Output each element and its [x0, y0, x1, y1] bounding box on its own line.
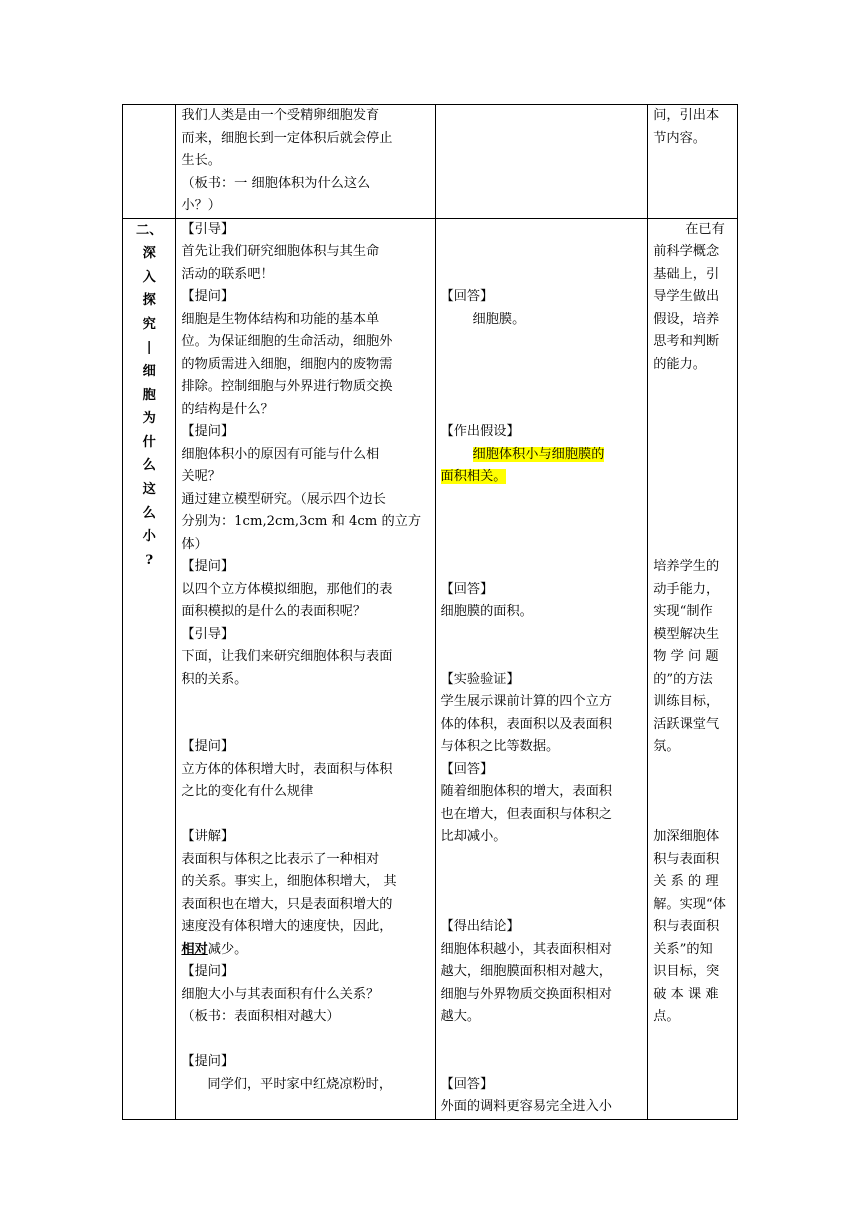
text-line: 体） [181, 536, 208, 552]
section-tag: 【回答】 [440, 761, 494, 777]
text-line: 细胞大小与其表面积有什么关系？ [181, 986, 380, 1002]
text-line: 比却减小。 [440, 829, 507, 844]
text-line: 训练目标， [653, 694, 720, 709]
section-tag: 【提问】 [181, 964, 235, 979]
text-line: 外面的调料更容易完全进入小 [440, 1099, 612, 1114]
board-note: 小？） [181, 198, 221, 213]
text-line: 节内容。 [653, 130, 706, 146]
text-line: 动手能力， [653, 581, 720, 597]
section-tag: 【实验验证】 [440, 671, 520, 687]
text-line: 解。实现“体 [653, 896, 726, 912]
text-line: 随着细胞体积的增大，表面积 [440, 784, 612, 799]
section-tag: 【提问】 [181, 289, 235, 304]
text-line: 关 系 的 理 [653, 874, 719, 889]
text-line: 面积模拟的是什么的表面积呢？ [181, 604, 367, 619]
text-line: 培养学生的 [653, 559, 720, 574]
text-line: 活动的联系吧！ [181, 266, 274, 282]
hypothesis-text: 细胞体积小与细胞膜的 [472, 446, 605, 462]
text-line: 细胞体积小的原因有可能与什么相 [181, 446, 380, 462]
text-line: 破 本 课 难 [653, 986, 719, 1002]
student-activity-cell [435, 105, 648, 219]
section-tag: 【提问】 [181, 1054, 235, 1069]
text-line: 与体积之比等数据。 [440, 739, 560, 754]
text-line: 积的关系。 [181, 671, 248, 687]
text-line: 细胞膜。 [472, 311, 526, 327]
section-tag: 【回答】 [440, 581, 494, 597]
stage-cell [123, 218, 176, 1119]
text-line: 排除。控制细胞与外界进行物质交换 [181, 379, 393, 394]
board-note: （板书：表面积相对越大） [181, 1009, 340, 1024]
text-line: 积与表面积 [653, 851, 720, 867]
text-line: 问，引出本 [653, 108, 720, 123]
student-activity-cell [435, 218, 648, 1119]
section-tag: 【提问】 [181, 424, 235, 439]
text-line: 的结构是什么？ [181, 401, 274, 417]
section-tag: 【回答】 [440, 289, 494, 304]
text-line: 加深细胞体 [653, 829, 720, 844]
text-line: 生长。 [181, 153, 221, 168]
section-tag: 【引导】 [181, 626, 235, 642]
section-tag: 【讲解】 [181, 829, 235, 844]
text-line: 细胞体积越小，其表面积相对 [440, 941, 612, 957]
section-tag: 【回答】 [440, 1076, 494, 1092]
text-line: 通过建立模型研究。（展示四个边长 [181, 491, 386, 507]
text-line: 关呢？ [181, 469, 221, 484]
text-line: 氛。 [653, 739, 680, 754]
text-line: 我们人类是由一个受精卵细胞发育 [181, 108, 380, 123]
text-line: 实现“制作 [653, 604, 713, 619]
text-line: 之比的变化有什么规律 [181, 784, 314, 799]
text-line: 的关系。事实上，细胞体积增大， 其 [181, 874, 397, 889]
emphasis-text: 相对 [181, 941, 208, 957]
text-line: 而来，细胞长到一定体积后就会停止 [181, 130, 393, 146]
text-line: 分别为：1cm,2cm,3cm 和 4cm 的立方 [181, 514, 422, 529]
text-line: 的”的方法 [653, 671, 713, 687]
text-line: 细胞膜的面积。 [440, 604, 533, 619]
text-line: 活跃课堂气 [653, 716, 720, 732]
text-line: 导学生做出 [653, 289, 720, 304]
text-line: 基础上，引 [653, 266, 720, 282]
text-line: 假设，培养 [653, 311, 720, 327]
board-note: （板书：一 细胞体积为什么这么 [181, 175, 371, 191]
text-line: 前科学概念 [653, 244, 720, 259]
section-tag: 【提问】 [181, 559, 235, 574]
text-line: 表面积也在增大，只是表面积增大的 [181, 896, 393, 912]
text-line: 的能力。 [653, 356, 706, 372]
text-line: 物 学 问 题 [653, 649, 719, 664]
table-row [123, 105, 738, 219]
section-tag: 【提问】 [181, 739, 235, 754]
text-line: 立方体的体积增大时，表面积与体积 [181, 761, 393, 777]
text-line: 在已有 [685, 221, 725, 237]
text-line: 体的体积，表面积以及表面积 [440, 716, 612, 732]
text-line: 相对减少。 [181, 941, 248, 957]
hypothesis-text: 面积相关。 [440, 469, 507, 484]
text-line: 点。 [653, 1009, 680, 1024]
text-line: 位。为保证细胞的生命活动，细胞外 [181, 334, 393, 349]
text-line: 模型解决生 [653, 626, 720, 642]
design-intent-cell [648, 105, 738, 219]
section-tag: 【得出结论】 [440, 919, 520, 934]
table-row [123, 218, 738, 1119]
text-line: 细胞与外界物质交换面积相对 [440, 986, 612, 1002]
text-line: 速度没有体积增大的速度快，因此， [181, 919, 393, 934]
text-line: 学生展示课前计算的四个立方 [440, 694, 612, 709]
design-intent-cell [648, 218, 738, 1119]
section-tag: 【引导】 [181, 221, 235, 237]
text-line: 也在增大，但表面积与体积之 [440, 806, 612, 822]
text-line: 越大。 [440, 1009, 481, 1024]
section-tag: 【作出假设】 [440, 424, 520, 439]
text-line: 积与表面积 [653, 919, 720, 934]
text-line: 下面，让我们来研究细胞体积与表面 [181, 649, 393, 664]
lesson-plan-table [122, 104, 738, 1120]
text-line: 的物质需进入细胞，细胞内的废物需 [181, 356, 393, 372]
text-line: 表面积与体积之比表示了一种相对 [181, 851, 380, 867]
text-line: 细胞是生物体结构和功能的基本单 [181, 311, 380, 327]
teacher-activity-cell [176, 218, 435, 1119]
text-line: 识目标，突 [653, 964, 720, 979]
text-line: 以四个立方体模拟细胞，那他们的表 [181, 581, 393, 597]
stage-title: 二、 深 入 探 究 | 细 胞 为 什 么 这 么 小 ? [136, 222, 163, 568]
text-line: 关系”的知 [653, 941, 713, 957]
stage-cell [123, 105, 176, 219]
text-line: 首先让我们研究细胞体积与其生命 [181, 244, 380, 259]
teacher-activity-cell [176, 105, 435, 219]
text-line: 同学们，平时家中红烧凉粉时， [207, 1076, 393, 1092]
text-line: 思考和判断 [653, 334, 720, 349]
text-line: 越大，细胞膜面积相对越大， [440, 964, 612, 979]
